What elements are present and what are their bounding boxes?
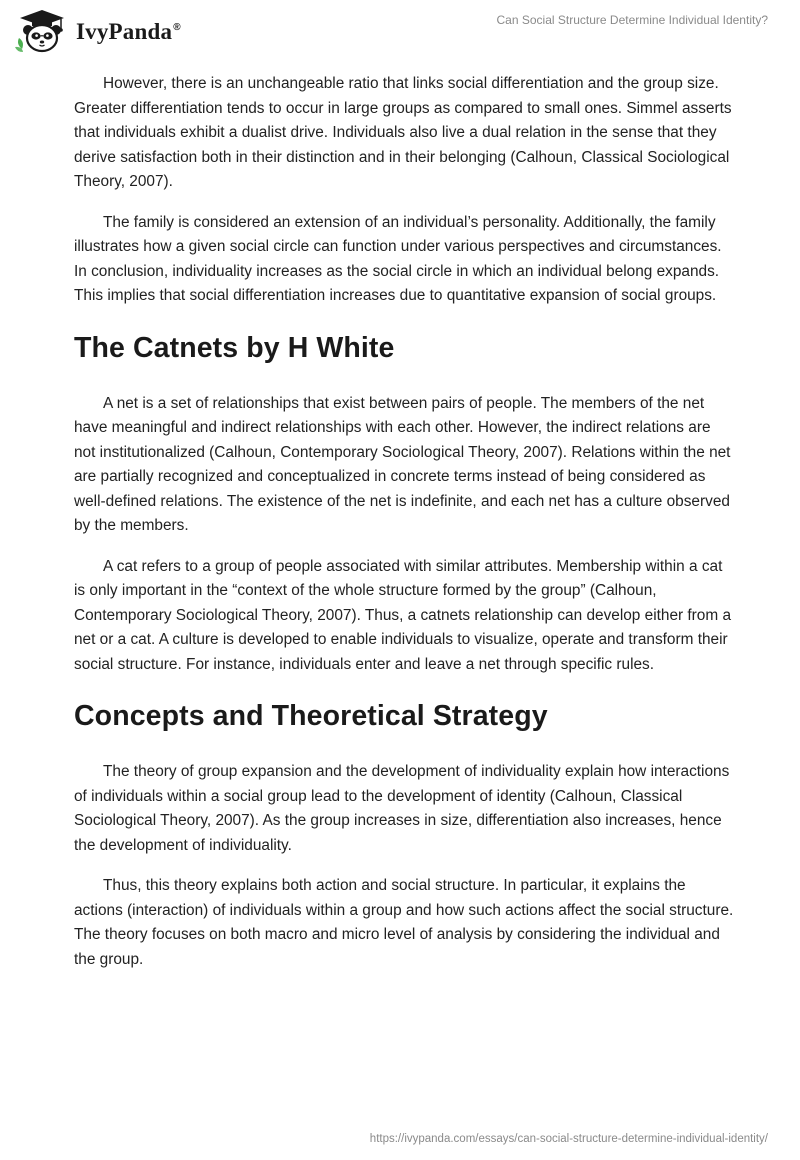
paragraph: Thus, this theory explains both action and social structure. In particular, it explains the actions (interaction) of individuals within a group and how such actions affect the social structure. The theory focuses on both macro and micro level of analysis by considering the individual and the group.: [74, 877, 734, 968]
section-heading: The Catnets by H White: [74, 331, 395, 364]
panda-graduate-icon: [14, 8, 70, 54]
brand-name: [76, 19, 181, 45]
page-header: [0, 0, 800, 62]
registered-mark: ®: [173, 22, 181, 34]
paragraph: A net is a set of relationships that exist between pairs of people. The members of the net have meaningful and indirect relationships with each other. However, the indirect relations are not institutionalized (Calhoun, Contemporary Sociological Theory, 2007). Relations within the net are partially recognized and conceptualized in concrete terms instead of being considered as well-defined relations. The existence of the net is indefinite, and each net has a culture observed by the members.: [74, 394, 731, 534]
brand-name-text: IvyPanda: [76, 19, 173, 44]
ivypanda-logo[interactable]: [14, 8, 181, 54]
document-title: Can Social Structure Determine Individual Identity?: [496, 13, 768, 27]
essay-body: [74, 72, 734, 988]
paragraph: A cat refers to a group of people associated with similar attributes. Membership within a cat is only important in the “context of the whole structure formed by the group” (Calhoun, Contemporary Sociological Theory, 2007). Thus, a catnets relationship can develop either from a net or a cat. A culture is developed to enable individuals to visualize, operate and transform their social structure. For instance, individuals enter and leave a net through specific rules.: [74, 557, 732, 673]
paragraph: However, there is an unchangeable ratio that links social differentiation and the group size. Greater differentiation tends to occur in large groups as compared to small ones. Simmel asserts that individuals exhibit a dualist drive. Individuals also live a dual relation in the sense that they derive satisfaction both in their distinction and in their belonging (Calhoun, Classical Sociological Theory, 2007).: [74, 75, 732, 190]
section-heading: Concepts and Theoretical Strategy: [74, 700, 548, 732]
paragraph: The theory of group expansion and the development of individuality explain how interactions of individuals within a social group lead to the development of identity (Calhoun, Classical Sociological Theory, 2007). As the group increases in size, differentiation also increases, hence the development of individuality.: [74, 763, 730, 854]
paragraph: The family is considered an extension of an individual’s personality. Additionally, the family illustrates how a given social circle can function under various perspectives and circumstances. In conclusion, individuality increases as the social circle in which an individual belong expands. This implies that social differentiation increases due to quantitative expansion of social groups.: [74, 213, 722, 304]
source-url[interactable]: https://ivypanda.com/essays/can-social-structure-determine-individual-identity/: [369, 1133, 768, 1145]
